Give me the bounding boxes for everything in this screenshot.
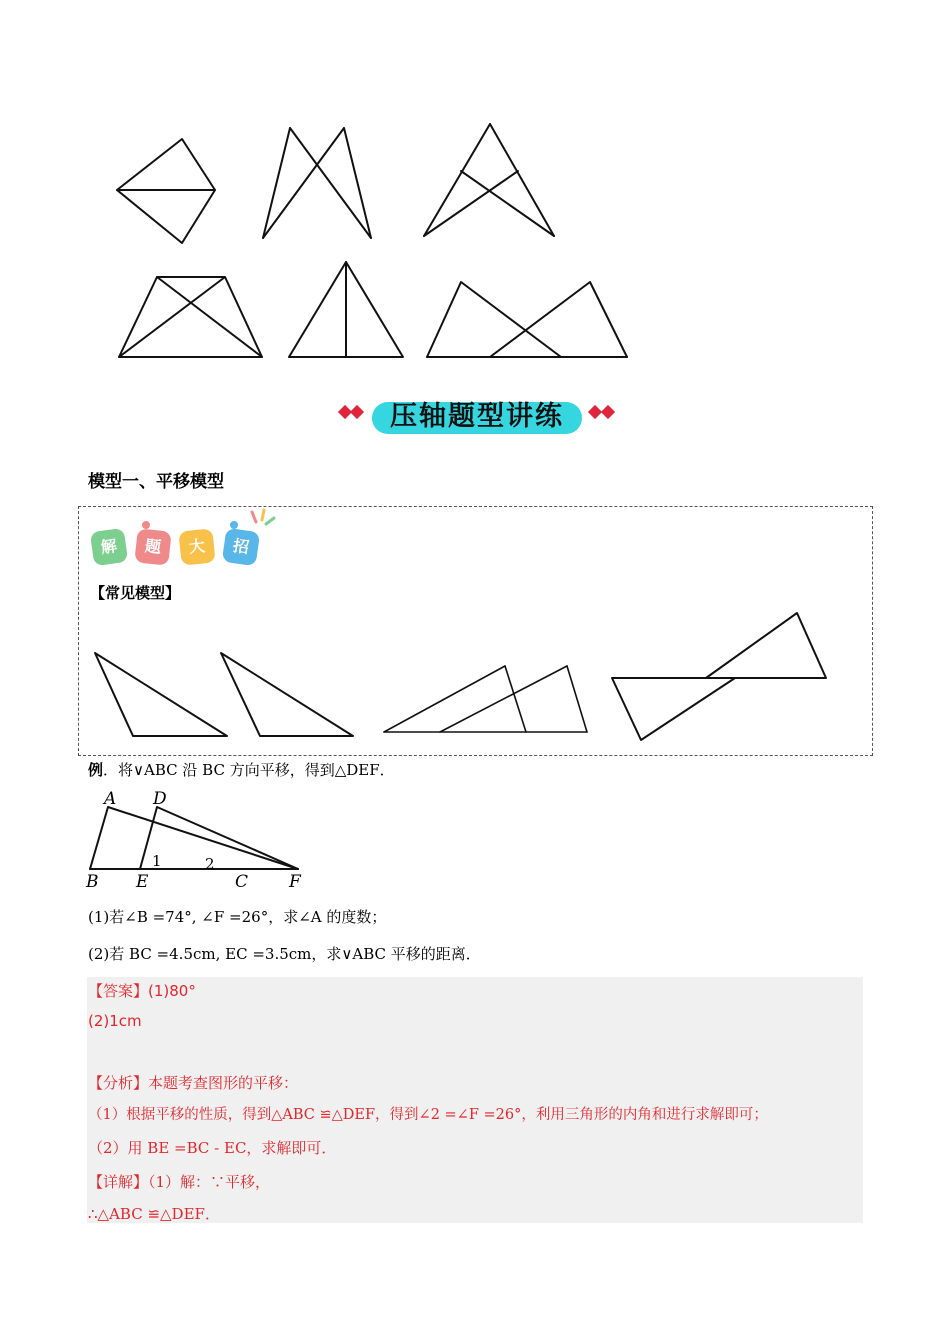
model-bowtie-triangles — [612, 613, 826, 740]
example-prefix: 例 — [88, 761, 104, 779]
common-models-label: 【常见模型】 — [90, 584, 181, 602]
tips-badge-2: 题 — [134, 528, 171, 565]
badge-dot-icon — [230, 521, 238, 529]
figure-overlap-triangles — [427, 282, 627, 357]
badge-dot-icon — [142, 521, 150, 529]
model-overlapping-triangles — [384, 666, 587, 732]
figure-trapezoid-x — [119, 277, 262, 357]
tips-badge-4: 招 — [222, 528, 260, 566]
label-angle-2: 2 — [205, 855, 215, 873]
question-2: (2)若 BC =4.5cm, EC =3.5cm，求∨ABC 平移的距离． — [88, 945, 481, 963]
banner-title: 压轴题型讲练 — [390, 401, 564, 432]
analysis-step-2: （2）用 BE =BC - EC，求解即可． — [88, 1139, 337, 1157]
figure-kite — [117, 139, 215, 243]
detail-tag: 【详解】 — [88, 1173, 149, 1191]
figure-m-shape — [263, 128, 371, 238]
answer-2: (2)1cm — [88, 1012, 142, 1030]
analysis-tag: 【分析】 — [88, 1074, 149, 1092]
model-translated-triangles — [95, 653, 353, 736]
label-a: A — [104, 789, 117, 809]
example-line — [88, 759, 395, 780]
analysis-text: 本题考查图形的平移： — [148, 1074, 299, 1092]
analysis-line — [88, 1072, 298, 1093]
figure-triangle-median — [289, 262, 403, 357]
top-figures — [0, 0, 950, 380]
example-text: ．将∨ABC 沿 BC 方向平移，得到△DEF． — [103, 761, 395, 779]
label-b: B — [86, 872, 99, 892]
detail-line — [88, 1171, 270, 1192]
sparkle-icon — [250, 508, 280, 538]
question-1: (1)若∠B =74°, ∠F =26°，求∠A 的度数； — [88, 908, 387, 926]
figure-a-shape — [424, 124, 554, 236]
section-heading: 模型一、平移模型 — [88, 472, 224, 492]
detail-step-1: ∴△ABC ≌△DEF． — [88, 1205, 220, 1223]
label-c: C — [235, 872, 249, 892]
tips-badge-1: 解 — [90, 528, 128, 566]
label-d: D — [153, 789, 167, 809]
answer-1: (1)80° — [148, 982, 196, 1000]
label-angle-1: 1 — [152, 852, 162, 870]
answer-line — [88, 980, 196, 1001]
detail-text: （1）解：∵平移， — [148, 1173, 271, 1191]
answer-tag: 【答案】 — [88, 982, 149, 1000]
label-e: E — [136, 872, 149, 892]
analysis-step-1: （1）根据平移的性质，得到△ABC ≌△DEF，得到∠2 =∠F =26°，利用三角形的内角和进行求解即可； — [88, 1107, 768, 1123]
label-f: F — [289, 872, 301, 892]
tips-badge-3: 大 — [178, 528, 215, 565]
